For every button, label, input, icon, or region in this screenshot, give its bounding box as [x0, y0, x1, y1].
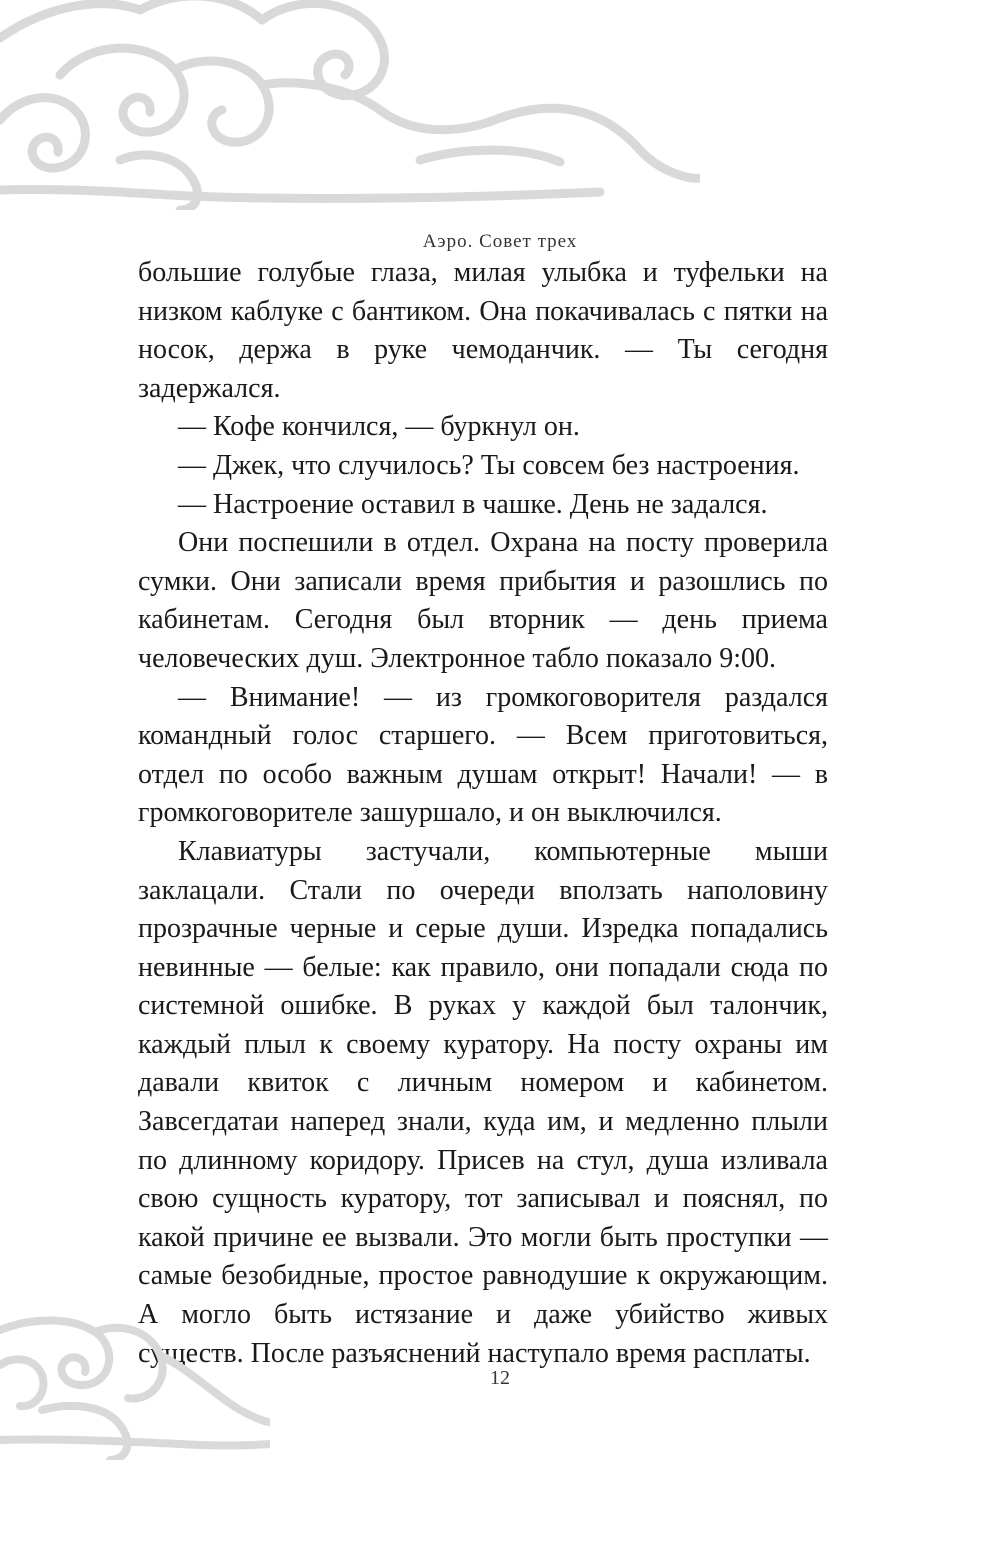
running-head: Аэро. Совет трех: [422, 231, 578, 252]
cloud-ornament-top-icon: [0, 0, 700, 210]
paragraph: — Внимание! — из громкоговорителя раздался командный голос старшего. — Всем приготовиться, отдел по особо важным душам открыт! Начали! — в громкоговорителе зашуршало, и он выключился.: [138, 681, 828, 829]
paragraph: Они поспешили в отдел. Охрана на посту проверила сумки. Они записали время прибытия и разошлись по кабинетам. Сегодня был вторник — день приема человеческих душ. Электронное табло показало 9:00.: [138, 527, 828, 674]
paragraph: — Настроение оставил в чашке. День не задался.: [178, 488, 768, 520]
paragraph: большие голубые глаза, милая улыбка и туфельки на низком каблуке с бантиком. Она покачивалась с пятки на носок, держа в руке чемоданчик. — Ты сегодня задержался.: [138, 257, 828, 404]
page-number: 12: [490, 1367, 510, 1389]
paragraph: Клавиатуры застучали, компьютерные мыши заклацали. Стали по очереди вползать наполовину прозрачные черные и серые души. Изредка попадались невинные — белые: как правило, они попадали сюда по системной ошибке. В руках у каждой был талончик, каждый плыл к своему куратору. На посту охраны им давали квиток с личным номером и кабинетом. Завсегдатаи наперед знали, куда им, и медленно плыли по длинному коридору. Присев на стул, душа изливала свою сущность куратору, тот записывал и пояснял, по какой причине ее вызвали. Это могли быть проступки — самые безобидные, простое равнодушие к окружающим. А могло быть истязание и даже убийство живых существ. После разъяснений наступало время расплаты.: [138, 835, 828, 1369]
paragraph: — Джек, что случилось? Ты совсем без настроения.: [178, 449, 800, 481]
body-text: [138, 254, 828, 1373]
paragraph: — Кофе кончился, — буркнул он.: [178, 411, 580, 443]
